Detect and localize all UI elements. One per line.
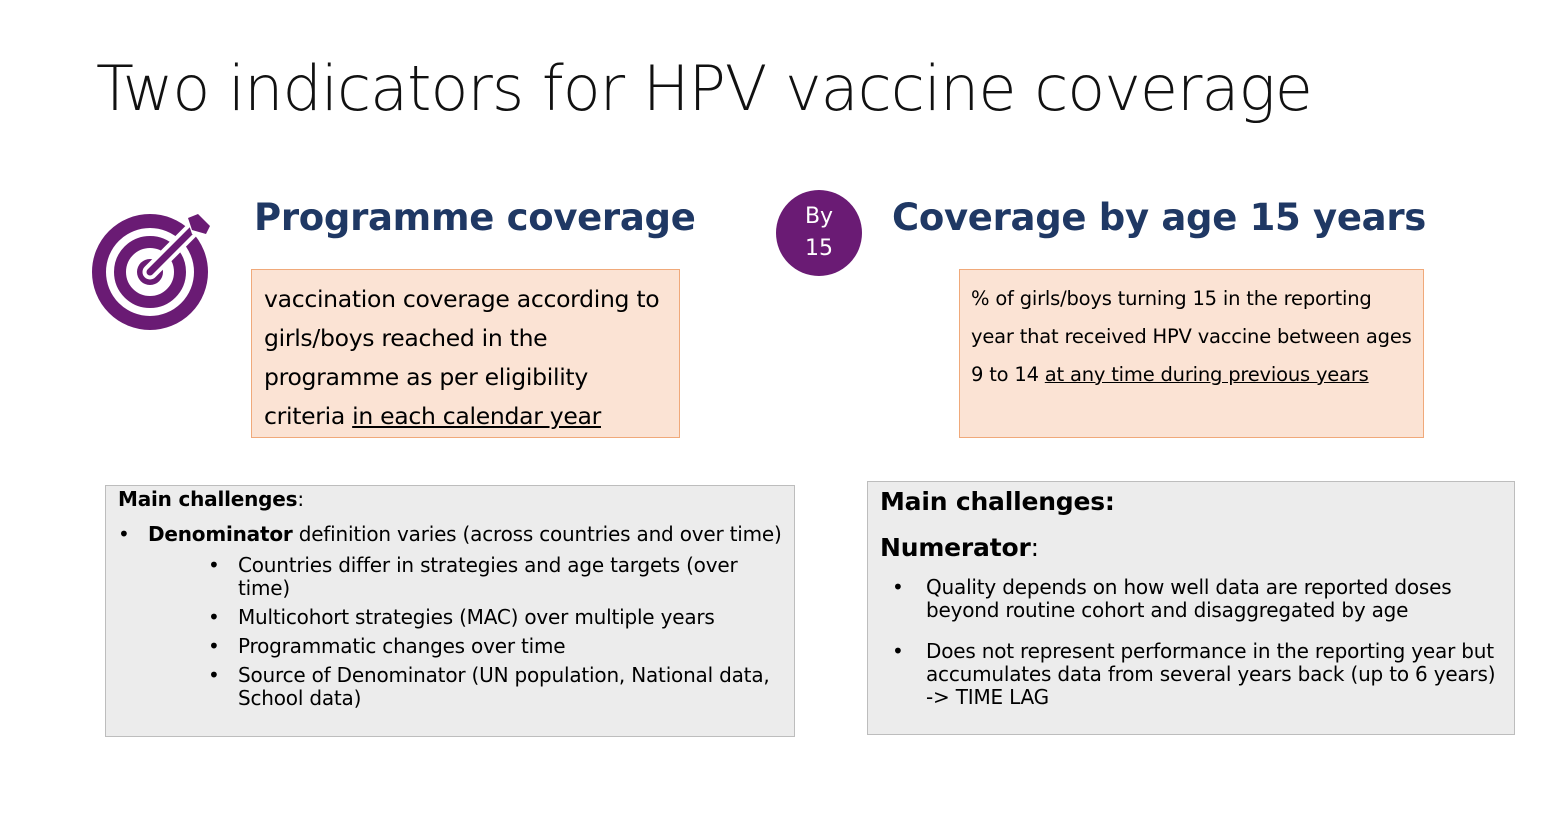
coverage-by-age-definition bbox=[959, 269, 1424, 438]
list-item: • Multicohort strategies (MAC) over multiple years bbox=[208, 606, 782, 629]
coverage-by-age-heading: Coverage by age 15 years bbox=[892, 196, 1426, 239]
badge-line-1: By bbox=[804, 204, 834, 229]
challenges-list bbox=[880, 576, 1502, 709]
badge-line-2: 15 bbox=[805, 236, 833, 261]
challenges-title: Main challenges: bbox=[880, 487, 1115, 516]
list-item: • Countries differ in strategies and age targets (over time) bbox=[208, 554, 782, 600]
programme-coverage-definition bbox=[251, 269, 680, 438]
list-item: • Denominator definition varies (across countries and over time) • Countries differ in strategies and age targets (over time) • Multicohort strategies (MAC) over multiple years • Programmatic changes over time • Source of Denominator (UN population, National data, School data) bbox=[118, 523, 782, 710]
challenges-list bbox=[118, 523, 782, 710]
programme-coverage-heading: Programme coverage bbox=[254, 196, 696, 239]
target-arrow-icon bbox=[92, 208, 216, 332]
definition-text: vaccination coverage according to girls/boys reached in the programme as per eligibility criteria bbox=[264, 285, 660, 430]
definition-underlined: at any time during previous years bbox=[1044, 363, 1369, 386]
coverage-challenges-box bbox=[867, 481, 1515, 735]
list-item: • Does not represent performance in the reporting year but accumulates data from several years back (up to 6 years) -> TIME LAG bbox=[880, 640, 1502, 709]
challenges-title: Main challenges: bbox=[118, 487, 304, 511]
slide-title: Two indicators for HPV vaccine coverage bbox=[96, 52, 1312, 125]
list-item: • Programmatic changes over time bbox=[208, 635, 782, 658]
denominator-label: Denominator bbox=[148, 522, 293, 546]
list-item: • Quality depends on how well data are reported doses beyond routine cohort and disaggregated by age bbox=[880, 576, 1502, 622]
by-15-badge bbox=[776, 190, 862, 276]
sub-list bbox=[148, 554, 782, 710]
list-item: • Source of Denominator (UN population, National data, School data) bbox=[208, 664, 782, 710]
numerator-label: Numerator: bbox=[880, 533, 1039, 562]
programme-challenges-box bbox=[105, 485, 795, 737]
definition-underlined: in each calendar year bbox=[352, 402, 601, 430]
definition-text: % of girls/boys turning 15 in the reporting year that received HPV vaccine between ages 9 to 14 bbox=[971, 287, 1412, 386]
